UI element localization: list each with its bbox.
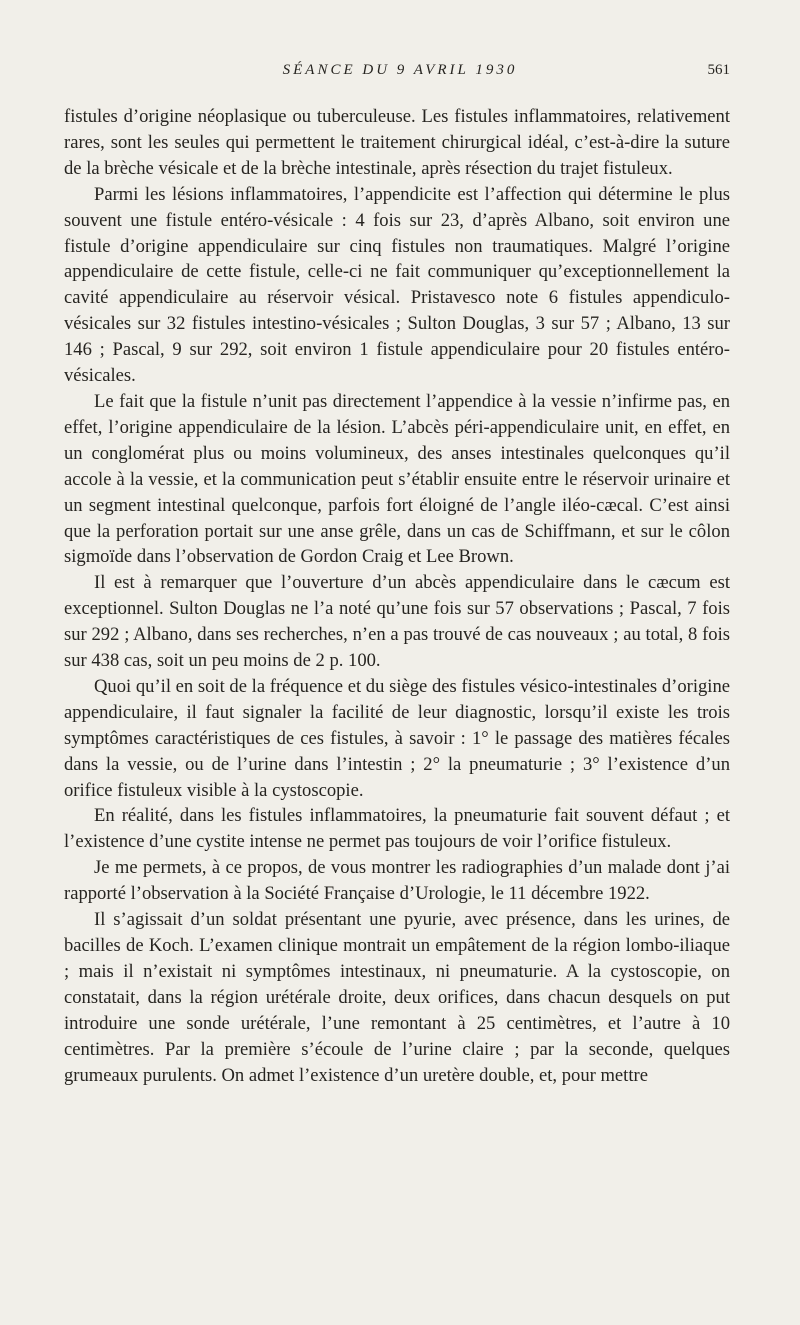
paragraph-5: Quoi qu’il en soit de la fréquence et du siège des fistules vésico-intestinales d’origine appendiculaire, il faut signaler la facilité de leur diagnostic, lorsqu’il existe les trois symptômes caractéristiques de ces fistules, à savoir : 1° le passage des matières fécales dans la vessie, ou de l’urine dans l’intestin ; 2° la pneumaturie ; 3° l’existence d’un orifice fistuleux visible à la cystoscopie. (64, 675, 730, 801)
paragraph-4: Il est à remarquer que l’ouverture d’un abcès appendiculaire dans le cæcum est exceptionnel. Sulton Douglas ne l’a noté qu’une fois sur 57 observations ; Pascal, 7 fois sur 292 ; Albano, dans ses recherches, n’en a pas trouvé de cas nouveaux ; au total, 8 fois sur 438 cas, soit un peu moins de 2 p. 100. (64, 572, 730, 672)
paragraph-1: fistules d’origine néoplasique ou tuberculeuse. Les fistules inflammatoires, relativement rares, sont les seules qui permettent le traitement chirurgical idéal, c’est-à-dire la suture de la brèche vésicale et de la brèche intestinale, après résection du trajet fistuleux. (64, 106, 730, 179)
paragraph-6: En réalité, dans les fistules inflammatoires, la pneumaturie fait souvent défaut ; et l’existence d’une cystite intense ne permet pas toujours de voir l’orifice fistuleux. (64, 805, 730, 853)
page-number: 561 (707, 62, 730, 78)
paragraph-2: Parmi les lésions inflammatoires, l’appendicite est l’affection qui détermine le plus souvent une fistule entéro-vésicale : 4 fois sur 23, d’après Albano, soit environ une fistule d’origine appendiculaire sur cinq fistules non traumatiques. Malgré l’origine appendiculaire de cette fistule, celle-ci ne fait communiquer qu’exceptionnellement la cavité appendiculaire au réservoir vésical. Pristavesco note 6 fistules appendiculo-vésicales sur 32 fistules intestino-vésicales ; Sulton Douglas, 3 sur 57 ; Albano, 13 sur 146 ; Pascal, 9 sur 292, soit environ 1 fistule appendiculaire pour 20 fistules entéro-vésicales. (64, 183, 730, 387)
page-header (0, 62, 800, 86)
running-head: SÉANCE DU 9 AVRIL 1930 (282, 62, 518, 78)
paragraph-7: Je me permets, à ce propos, de vous montrer les radiographies d’un malade dont j’ai rapporté l’observation à la Société Française d’Urologie, le 11 décembre 1922. (64, 857, 730, 905)
paragraph-8: Il s’agissait d’un soldat présentant une pyurie, avec présence, dans les urines, de bacilles de Koch. L’examen clinique montrait un empâtement de la région lombo-iliaque ; mais il n’existait ni symptômes intestinaux, ni pneumaturie. A la cystoscopie, on constatait, dans la région urétérale droite, deux orifices, dans chacun desquels on put introduire une sonde urétérale, l’une remontant à 25 centimètres, et l’autre à 10 centimètres. Par la première s’écoule de l’urine claire ; par la seconde, quelques grumeaux purulents. On admet l’existence d’un uretère double, et, pour mettre (64, 909, 730, 1086)
paragraph-3: Le fait que la fistule n’unit pas directement l’appendice à la vessie n’infirme pas, en effet, l’origine appendiculaire de la lésion. L’abcès péri-appendiculaire unit, en effet, en un conglomérat plus ou moins volumineux, des anses intestinales quelconques qu’il accole à la vessie, et la communication peut s’établir ensuite entre le réservoir urinaire et un segment intestinal quelconque, parfois fort éloigné de l’angle iléo-cæcal. C’est ainsi que la perforation portait sur une anse grêle, dans un cas de Schiffmann, et sur le côlon sigmoïde dans l’observation de Gordon Craig et Lee Brown. (64, 390, 730, 568)
body-text (64, 104, 730, 1088)
